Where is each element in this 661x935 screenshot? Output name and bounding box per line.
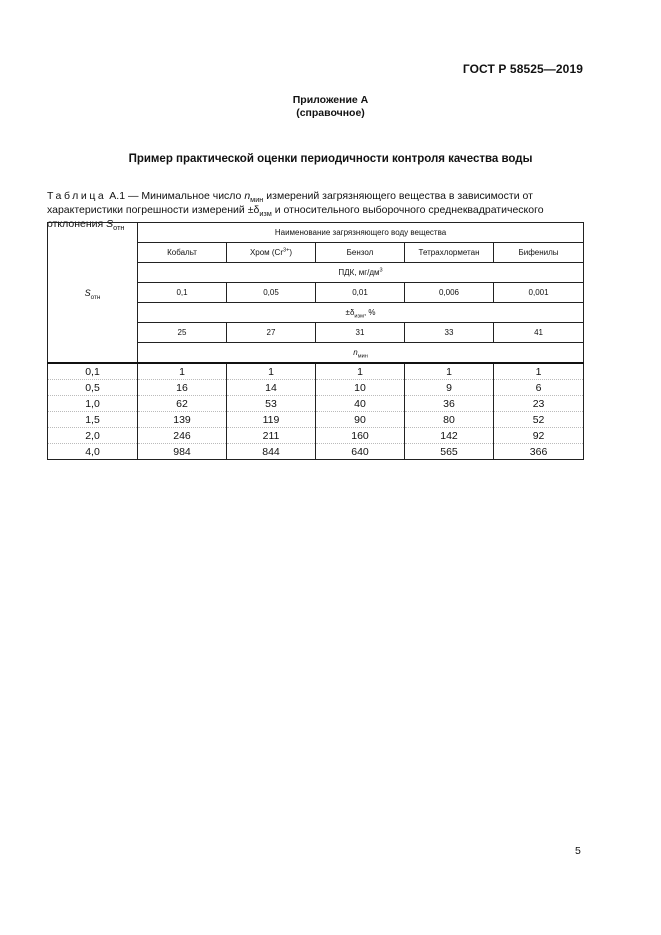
table-cell: 984 — [138, 444, 227, 460]
table-cell: 9 — [405, 380, 494, 396]
table-cell: 640 — [316, 444, 405, 460]
table-cell: 211 — [227, 428, 316, 444]
nmin-header — [138, 343, 584, 364]
s-otn-cell: 2,0 — [48, 428, 138, 444]
pdk-header-text: ПДК, мг/дм — [338, 268, 380, 277]
pdk-value: 0,01 — [316, 283, 405, 303]
caption-text-1: — Минимальное число — [125, 190, 245, 202]
delta-value: 25 — [138, 323, 227, 343]
table-cell: 1 — [138, 363, 227, 380]
substance-name-tail: ) — [289, 248, 293, 257]
row-header-s: S — [84, 287, 91, 298]
table-row — [48, 380, 584, 396]
table-cell: 14 — [227, 380, 316, 396]
substance-name: Бифенилы — [494, 243, 584, 263]
table-row — [48, 396, 584, 412]
delta-header — [138, 303, 584, 323]
appendix-subtitle: (справочное) — [296, 107, 365, 119]
table-row — [48, 428, 584, 444]
table-cell: 80 — [405, 412, 494, 428]
pdk-header-superscript: 3 — [379, 267, 383, 274]
appendix-title: Приложение А — [292, 94, 369, 106]
caption-delta-subscript: изм — [259, 209, 272, 219]
delta-value: 33 — [405, 323, 494, 343]
table-cell: 23 — [494, 396, 584, 412]
pdk-value: 0,1 — [138, 283, 227, 303]
delta-header-suffix: , % — [363, 308, 376, 317]
table-cell: 246 — [138, 428, 227, 444]
substance-name-text: Хром (Cr — [249, 248, 283, 257]
table-cell: 40 — [316, 396, 405, 412]
page-number: 5 — [575, 845, 581, 857]
table-cell: 160 — [316, 428, 405, 444]
table-cell: 1 — [494, 363, 584, 380]
delta-header-prefix: ±δ — [345, 308, 355, 317]
substance-superscript: 3+ — [283, 247, 290, 254]
delta-value: 41 — [494, 323, 584, 343]
s-otn-cell: 1,5 — [48, 412, 138, 428]
table-cell: 53 — [227, 396, 316, 412]
substance-header: Наименование загрязняющего воду вещества — [138, 223, 584, 243]
table-row — [48, 444, 584, 460]
row-header-s-otn — [48, 223, 138, 364]
s-otn-cell: 1,0 — [48, 396, 138, 412]
nmin-header-subscript: мин — [357, 353, 368, 360]
table-cell: 142 — [405, 428, 494, 444]
table-cell: 844 — [227, 444, 316, 460]
pdk-value: 0,05 — [227, 283, 316, 303]
table-cell: 62 — [138, 396, 227, 412]
row-header-s-subscript: отн — [90, 293, 101, 301]
table-cell: 92 — [494, 428, 584, 444]
appendix-heading — [0, 94, 661, 120]
caption-s-subscript: отн — [113, 223, 125, 233]
delta-value: 27 — [227, 323, 316, 343]
caption-n-symbol: n — [244, 190, 251, 202]
caption-text-2: измерений загрязняющего вещества в зависимости от характеристики погрешности измерений ±δ — [47, 190, 533, 216]
table-cell: 1 — [405, 363, 494, 380]
nmin-header-n: n — [353, 348, 358, 357]
table-cell: 36 — [405, 396, 494, 412]
s-otn-cell: 0,1 — [48, 363, 138, 380]
table-cell: 139 — [138, 412, 227, 428]
caption-number: А.1 — [109, 190, 126, 202]
s-otn-cell: 0,5 — [48, 380, 138, 396]
table-cell: 119 — [227, 412, 316, 428]
pdk-header — [138, 263, 584, 283]
substance-name: Бензол — [316, 243, 405, 263]
substance-name: Тетрахлорметан — [405, 243, 494, 263]
table-cell: 366 — [494, 444, 584, 460]
table-cell: 52 — [494, 412, 584, 428]
section-title: Пример практической оценки периодичности контроля качества воды — [128, 153, 533, 165]
pdk-value: 0,006 — [405, 283, 494, 303]
pdk-value: 0,001 — [494, 283, 584, 303]
caption-text-3: и относительного выборочного среднеквадратического отклонения — [47, 204, 544, 230]
substance-name: Кобальт — [138, 243, 227, 263]
delta-value: 31 — [316, 323, 405, 343]
table-row — [48, 412, 584, 428]
caption-n-subscript: мин — [250, 195, 264, 205]
substance-name — [227, 243, 316, 263]
table-row — [48, 363, 584, 380]
table-cell: 565 — [405, 444, 494, 460]
data-table — [47, 222, 584, 460]
table-cell: 6 — [494, 380, 584, 396]
document-standard-number: ГОСТ Р 58525—2019 — [462, 62, 583, 76]
table-cell: 1 — [227, 363, 316, 380]
caption-label: Таблица — [47, 190, 107, 202]
caption-s-symbol: S — [106, 218, 114, 230]
table-cell: 16 — [138, 380, 227, 396]
table-cell: 10 — [316, 380, 405, 396]
table-cell: 90 — [316, 412, 405, 428]
table-cell: 1 — [316, 363, 405, 380]
delta-header-subscript: изм — [354, 313, 364, 320]
s-otn-cell: 4,0 — [48, 444, 138, 460]
